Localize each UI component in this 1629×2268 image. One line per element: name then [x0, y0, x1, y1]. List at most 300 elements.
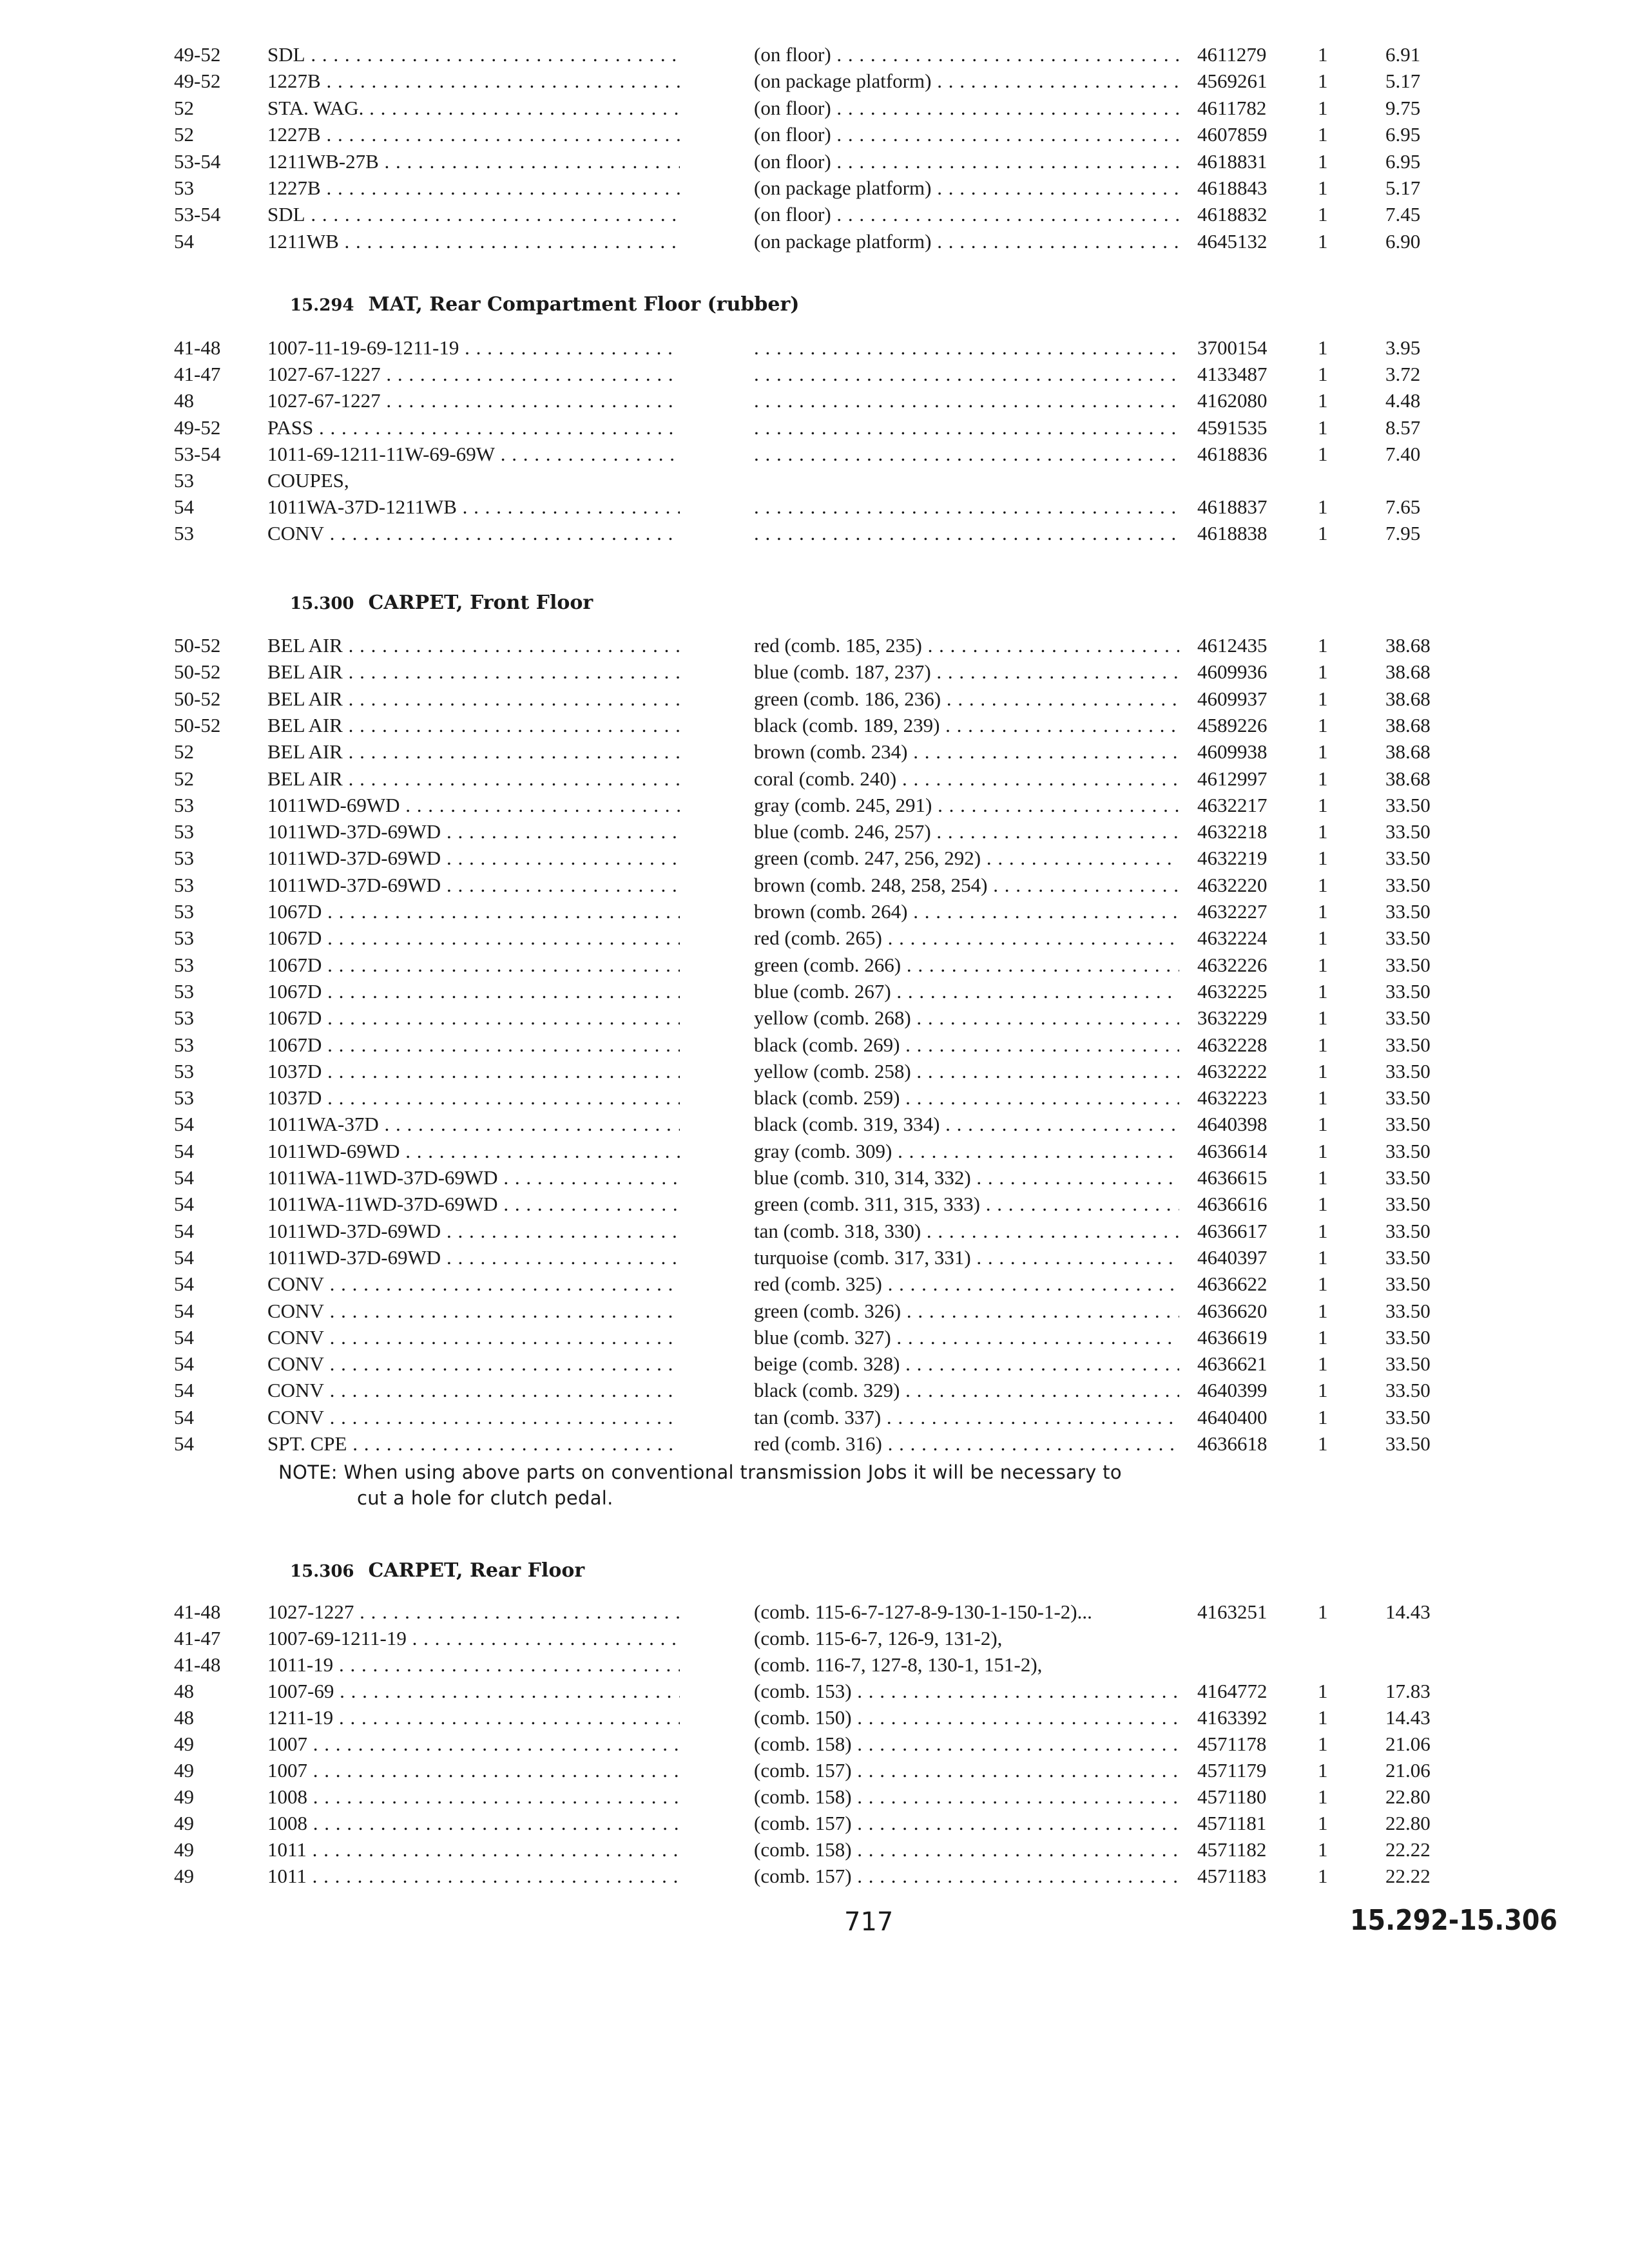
price-cell: 22.22: [1385, 1865, 1431, 1887]
part-number-cell: 4612997: [1197, 767, 1268, 790]
part-number-cell: 4636614: [1197, 1139, 1268, 1162]
part-number-cell: 4632225: [1197, 979, 1268, 1003]
section-heading: [290, 293, 799, 316]
quantity-cell: 1: [1318, 1139, 1328, 1162]
year-cell: 54: [174, 1166, 194, 1189]
part-number-cell: 4640400: [1197, 1405, 1268, 1428]
model-cell: 1007 . . .: [267, 1758, 680, 1783]
table-row: [0, 979, 1629, 1004]
year-cell: 50-52: [174, 713, 221, 736]
year-cell: 49: [174, 1759, 194, 1782]
price-cell: 17.83: [1385, 1680, 1431, 1702]
quantity-cell: 1: [1318, 1352, 1328, 1376]
quantity-cell: 1: [1318, 363, 1328, 386]
year-cell: 53: [174, 873, 194, 896]
year-cell: 52: [174, 123, 194, 146]
description-cell: black (comb. 319, 334) . . .: [754, 1111, 1179, 1137]
year-cell: 53-54: [174, 149, 221, 173]
part-number-cell: 4611279: [1197, 43, 1267, 66]
table-row: [0, 42, 1629, 68]
table-row: [0, 925, 1629, 951]
year-cell: 49-52: [174, 70, 221, 93]
part-number-cell: 4618838: [1197, 522, 1268, 545]
quantity-cell: 1: [1318, 1273, 1328, 1296]
description-cell: green (comb. 326) . . .: [754, 1298, 1179, 1324]
table-row: [0, 819, 1629, 845]
model-cell: 1067D . . .: [267, 1032, 680, 1058]
part-number-cell: 4640397: [1197, 1245, 1268, 1269]
quantity-cell: 1: [1318, 1325, 1328, 1349]
description-cell: (comb. 153) . . .: [754, 1678, 1179, 1704]
quantity-cell: 1: [1318, 927, 1328, 950]
description-cell: [754, 494, 1179, 520]
table-row: [0, 1111, 1629, 1137]
table-row: [0, 1811, 1629, 1836]
model-cell: BEL AIR . . .: [267, 766, 680, 792]
quantity-cell: 1: [1318, 1033, 1328, 1056]
model-cell: BEL AIR . . .: [267, 686, 680, 712]
part-number-cell: 4636621: [1197, 1352, 1268, 1376]
quantity-cell: 1: [1318, 1706, 1328, 1729]
quantity-cell: 1: [1318, 1006, 1328, 1030]
quantity-cell: 1: [1318, 1733, 1328, 1755]
model-cell: 1008 . . .: [267, 1784, 680, 1810]
section-heading: [290, 591, 593, 614]
part-number-cell: 4618836: [1197, 442, 1268, 465]
table-row: [0, 122, 1629, 148]
table-row: [0, 521, 1629, 546]
description-cell: green (comb. 311, 315, 333) . . .: [754, 1191, 1179, 1217]
model-cell: 1037D . . .: [267, 1085, 680, 1111]
part-number-cell: 4609936: [1197, 660, 1268, 684]
table-row: [0, 1139, 1629, 1164]
year-cell: 54: [174, 495, 194, 519]
model-cell: SDL . . .: [267, 202, 680, 227]
quantity-cell: 1: [1318, 1113, 1328, 1136]
model-cell: SPT. CPE . . .: [267, 1431, 680, 1457]
model-cell: 1011 . . .: [267, 1863, 680, 1889]
part-number-cell: 4636620: [1197, 1299, 1268, 1322]
part-number-cell: 4636617: [1197, 1219, 1268, 1242]
quantity-cell: 1: [1318, 123, 1328, 146]
price-cell: 5.17: [1385, 70, 1421, 93]
table-row: [0, 952, 1629, 978]
section-heading: [290, 1559, 584, 1582]
quantity-cell: 1: [1318, 495, 1328, 519]
note-line: cut a hole for clutch pedal.: [357, 1487, 613, 1509]
price-cell: 33.50: [1385, 1325, 1431, 1349]
model-cell: 1067D . . .: [267, 899, 680, 925]
part-number-cell: 4636618: [1197, 1432, 1268, 1455]
price-cell: 22.80: [1385, 1812, 1431, 1834]
quantity-cell: 1: [1318, 522, 1328, 545]
year-cell: 54: [174, 1405, 194, 1428]
description-cell: (on package platform) . . .: [754, 229, 1179, 255]
year-cell: 41-48: [174, 336, 221, 359]
part-number-cell: 4632224: [1197, 927, 1268, 950]
year-cell: 50-52: [174, 634, 221, 657]
quantity-cell: 1: [1318, 177, 1328, 199]
description-cell: black (comb. 269) . . .: [754, 1032, 1179, 1058]
table-row: [0, 1191, 1629, 1217]
quantity-cell: 1: [1318, 43, 1328, 66]
table-row: [0, 388, 1629, 414]
description-cell: black (comb. 329) . . .: [754, 1378, 1179, 1403]
table-row: [0, 68, 1629, 94]
part-number-cell: 4632222: [1197, 1059, 1268, 1082]
quantity-cell: 1: [1318, 229, 1328, 253]
price-cell: 33.50: [1385, 927, 1431, 950]
price-cell: 33.50: [1385, 1193, 1431, 1216]
description-cell: red (comb. 325) . . .: [754, 1271, 1179, 1297]
model-cell: 1007 . . .: [267, 1731, 680, 1757]
description-cell: gray (comb. 309) . . .: [754, 1139, 1179, 1164]
table-row: [0, 494, 1629, 520]
quantity-cell: 1: [1318, 1166, 1328, 1189]
quantity-cell: 1: [1318, 416, 1328, 439]
table-row: [0, 1758, 1629, 1783]
quantity-cell: 1: [1318, 1865, 1328, 1887]
part-number-cell: 4571178: [1197, 1733, 1267, 1755]
year-cell: 54: [174, 1432, 194, 1455]
part-number-cell: 4162080: [1197, 389, 1268, 412]
quantity-cell: 1: [1318, 1600, 1328, 1623]
price-cell: 6.91: [1385, 43, 1421, 66]
quantity-cell: 1: [1318, 847, 1328, 870]
model-cell: CONV . . .: [267, 521, 680, 546]
table-row: [0, 739, 1629, 765]
model-cell: 1227B . . .: [267, 175, 680, 201]
year-cell: 49: [174, 1865, 194, 1887]
model-cell: 1011WD-69WD . . .: [267, 793, 680, 818]
section-title: CARPET, Rear Floor: [368, 1559, 585, 1582]
description-cell: [754, 335, 1179, 361]
description-cell: [754, 388, 1179, 414]
year-cell: 53: [174, 469, 194, 492]
table-row: [0, 335, 1629, 361]
part-number-cell: 4163392: [1197, 1706, 1268, 1729]
quantity-cell: 1: [1318, 1059, 1328, 1082]
table-row: [0, 766, 1629, 792]
year-cell: 49: [174, 1812, 194, 1834]
model-cell: CONV . . .: [267, 1325, 680, 1350]
model-cell: CONV . . .: [267, 1271, 680, 1297]
table-row: [0, 1298, 1629, 1324]
price-cell: 33.50: [1385, 1059, 1431, 1082]
model-cell: 1067D . . .: [267, 952, 680, 978]
year-cell: 54: [174, 1325, 194, 1349]
table-row: [0, 1731, 1629, 1757]
price-cell: 33.50: [1385, 873, 1431, 896]
table-row: [0, 361, 1629, 387]
part-number-cell: 4607859: [1197, 123, 1268, 146]
part-number-cell: 4645132: [1197, 229, 1268, 253]
table-row: [0, 686, 1629, 712]
quantity-cell: 1: [1318, 1812, 1328, 1834]
table-row: [0, 1351, 1629, 1377]
description-cell: yellow (comb. 258) . . .: [754, 1059, 1179, 1084]
table-row: [0, 149, 1629, 175]
model-cell: 1211WB-27B . . .: [267, 149, 680, 175]
description-cell: (comb. 150) . . .: [754, 1705, 1179, 1731]
model-cell: 1007-69-1211-19 . . .: [267, 1626, 680, 1651]
part-number-cell: 4632223: [1197, 1086, 1268, 1110]
part-number-cell: 4618843: [1197, 177, 1268, 199]
table-row: [0, 1626, 1629, 1651]
price-cell: 33.50: [1385, 1273, 1431, 1296]
model-cell: 1227B . . .: [267, 68, 680, 94]
year-cell: 49-52: [174, 43, 221, 66]
section-number: 15.294: [290, 296, 354, 315]
model-cell: 1007-11-19-69-1211-19 . . .: [267, 335, 680, 361]
note: [278, 1459, 1193, 1511]
year-cell: 53: [174, 820, 194, 843]
year-cell: 41-48: [174, 1653, 221, 1676]
year-cell: 54: [174, 1379, 194, 1402]
page-number: 717: [844, 1907, 894, 1937]
description-cell: (comb. 157) . . .: [754, 1863, 1179, 1889]
description-cell: (comb. 115-6-7-127-8-9-130-1-150-1-2)...: [754, 1600, 1092, 1623]
year-cell: 53: [174, 979, 194, 1003]
price-cell: 5.17: [1385, 177, 1421, 199]
part-number-cell: 4632228: [1197, 1033, 1268, 1056]
price-cell: 8.57: [1385, 416, 1421, 439]
table-row: [0, 1837, 1629, 1863]
description-cell: black (comb. 259) . . .: [754, 1085, 1179, 1111]
year-cell: 50-52: [174, 660, 221, 684]
part-number-cell: 4618832: [1197, 203, 1268, 226]
description-cell: [754, 415, 1179, 441]
quantity-cell: 1: [1318, 1405, 1328, 1428]
year-cell: 53: [174, 793, 194, 816]
quantity-cell: 1: [1318, 203, 1328, 226]
model-cell: 1011WD-37D-69WD . . .: [267, 845, 680, 871]
table-row: [0, 1784, 1629, 1810]
description-cell: (comb. 157) . . .: [754, 1758, 1179, 1783]
price-cell: 33.50: [1385, 1299, 1431, 1322]
table-row: [0, 1032, 1629, 1058]
price-cell: 7.40: [1385, 442, 1421, 465]
model-cell: 1037D . . .: [267, 1059, 680, 1084]
description-cell: brown (comb. 248, 258, 254) . . .: [754, 872, 1179, 898]
table-row: [0, 229, 1629, 255]
table-row: [0, 202, 1629, 227]
description-cell: (on package platform) . . .: [754, 68, 1179, 94]
price-cell: 33.50: [1385, 847, 1431, 870]
price-cell: 33.50: [1385, 1432, 1431, 1455]
model-cell: BEL AIR . . .: [267, 633, 680, 658]
year-cell: 54: [174, 1113, 194, 1136]
section-title: CARPET, Front Floor: [368, 591, 593, 614]
part-number-cell: 4632217: [1197, 793, 1268, 816]
note-line: NOTE: When using above parts on conventional transmission Jobs it will be necessary to: [278, 1461, 1122, 1483]
year-cell: 49: [174, 1838, 194, 1861]
year-cell: 53: [174, 1006, 194, 1030]
page-range: 15.292-15.306: [1350, 1904, 1557, 1937]
description-cell: blue (comb. 246, 257) . . .: [754, 819, 1179, 845]
quantity-cell: 1: [1318, 1193, 1328, 1216]
description-cell: (on floor) . . .: [754, 202, 1179, 227]
part-number-cell: 3700154: [1197, 336, 1268, 359]
description-cell: (comb. 158) . . .: [754, 1731, 1179, 1757]
quantity-cell: 1: [1318, 149, 1328, 173]
model-cell: 1011-19 . . .: [267, 1652, 680, 1678]
part-number-cell: 4589226: [1197, 713, 1268, 736]
year-cell: 53: [174, 522, 194, 545]
table-row: [0, 1405, 1629, 1430]
table-row: [0, 175, 1629, 201]
table-row: [0, 1705, 1629, 1731]
model-cell: BEL AIR . . .: [267, 659, 680, 685]
table-row: [0, 1599, 1629, 1625]
model-cell: BEL AIR . . .: [267, 739, 680, 765]
table-row: [0, 1678, 1629, 1704]
description-cell: (comb. 116-7, 127-8, 130-1, 151-2),: [754, 1653, 1043, 1676]
model-cell: PASS . . .: [267, 415, 680, 441]
table-row: [0, 1378, 1629, 1403]
model-cell: CONV . . .: [267, 1298, 680, 1324]
quantity-cell: 1: [1318, 713, 1328, 736]
year-cell: 53: [174, 1059, 194, 1082]
table-row: [0, 659, 1629, 685]
price-cell: 14.43: [1385, 1600, 1431, 1623]
year-cell: 52: [174, 96, 194, 119]
year-cell: 41-47: [174, 1627, 221, 1649]
price-cell: 33.50: [1385, 820, 1431, 843]
year-cell: 53: [174, 900, 194, 923]
price-cell: 33.50: [1385, 1033, 1431, 1056]
year-cell: 53-54: [174, 442, 221, 465]
model-cell: 1007-69 . . .: [267, 1678, 680, 1704]
description-cell: (comb. 157) . . .: [754, 1811, 1179, 1836]
model-cell: 1027-67-1227 . . .: [267, 361, 680, 387]
quantity-cell: 1: [1318, 389, 1328, 412]
model-cell: SDL . . .: [267, 42, 680, 68]
price-cell: 21.06: [1385, 1759, 1431, 1782]
quantity-cell: 1: [1318, 687, 1328, 710]
model-cell: CONV . . .: [267, 1405, 680, 1430]
year-cell: 49-52: [174, 416, 221, 439]
description-cell: (on floor) . . .: [754, 149, 1179, 175]
price-cell: 33.50: [1385, 1352, 1431, 1376]
quantity-cell: 1: [1318, 1785, 1328, 1808]
description-cell: green (comb. 247, 256, 292) . . .: [754, 845, 1179, 871]
description-cell: (on package platform) . . .: [754, 175, 1179, 201]
part-number-cell: 4611782: [1197, 96, 1267, 119]
year-cell: 48: [174, 1680, 194, 1702]
price-cell: 6.95: [1385, 123, 1421, 146]
year-cell: 53: [174, 1033, 194, 1056]
quantity-cell: 1: [1318, 1086, 1328, 1110]
price-cell: 33.50: [1385, 1166, 1431, 1189]
model-cell: 1011WA-37D . . .: [267, 1111, 680, 1137]
price-cell: 22.22: [1385, 1838, 1431, 1861]
price-cell: 38.68: [1385, 740, 1431, 764]
year-cell: 53: [174, 953, 194, 976]
price-cell: 21.06: [1385, 1733, 1431, 1755]
part-number-cell: 4640398: [1197, 1113, 1268, 1136]
year-cell: 41-47: [174, 363, 221, 386]
price-cell: 33.50: [1385, 1113, 1431, 1136]
price-cell: 33.50: [1385, 793, 1431, 816]
year-cell: 41-48: [174, 1600, 221, 1623]
description-cell: blue (comb. 187, 237) . . .: [754, 659, 1179, 685]
table-row: [0, 633, 1629, 658]
description-cell: (comb. 158) . . .: [754, 1784, 1179, 1810]
price-cell: 33.50: [1385, 1006, 1431, 1030]
table-row: [0, 872, 1629, 898]
part-number-cell: 4164772: [1197, 1680, 1268, 1702]
description-cell: brown (comb. 264) . . .: [754, 899, 1179, 925]
model-cell: 1067D . . .: [267, 979, 680, 1004]
quantity-cell: 1: [1318, 336, 1328, 359]
model-cell: 1211-19 . . .: [267, 1705, 680, 1731]
quantity-cell: 1: [1318, 767, 1328, 790]
part-number-cell: 4636622: [1197, 1273, 1268, 1296]
quantity-cell: 1: [1318, 1379, 1328, 1402]
table-row: [0, 845, 1629, 871]
description-cell: red (comb. 316) . . .: [754, 1431, 1179, 1457]
table-row: [0, 1085, 1629, 1111]
price-cell: 6.90: [1385, 229, 1421, 253]
model-cell: 1011WA-11WD-37D-69WD . . .: [267, 1191, 680, 1217]
price-cell: 33.50: [1385, 1245, 1431, 1269]
description-cell: (on floor) . . .: [754, 42, 1179, 68]
price-cell: 33.50: [1385, 953, 1431, 976]
year-cell: 49: [174, 1785, 194, 1808]
part-number-cell: 4636616: [1197, 1193, 1268, 1216]
quantity-cell: 1: [1318, 900, 1328, 923]
model-cell: STA. WAG. . . .: [267, 95, 680, 121]
price-cell: 38.68: [1385, 767, 1431, 790]
price-cell: 33.50: [1385, 1086, 1431, 1110]
model-cell: 1227B . . .: [267, 122, 680, 148]
year-cell: 53: [174, 177, 194, 199]
description-cell: [754, 441, 1179, 467]
description-cell: yellow (comb. 268) . . .: [754, 1005, 1179, 1031]
year-cell: 53-54: [174, 203, 221, 226]
year-cell: 52: [174, 740, 194, 764]
quantity-cell: 1: [1318, 953, 1328, 976]
quantity-cell: 1: [1318, 1838, 1328, 1861]
part-number-cell: 4612435: [1197, 634, 1268, 657]
description-cell: tan (comb. 337) . . .: [754, 1405, 1179, 1430]
year-cell: 54: [174, 1193, 194, 1216]
quantity-cell: 1: [1318, 96, 1328, 119]
quantity-cell: 1: [1318, 1680, 1328, 1702]
quantity-cell: 1: [1318, 70, 1328, 93]
price-cell: 22.80: [1385, 1785, 1431, 1808]
part-number-cell: 4640399: [1197, 1379, 1268, 1402]
model-cell: 1011WD-69WD . . .: [267, 1139, 680, 1164]
table-row: [0, 1652, 1629, 1678]
price-cell: 3.72: [1385, 363, 1421, 386]
price-cell: 33.50: [1385, 900, 1431, 923]
quantity-cell: 1: [1318, 634, 1328, 657]
description-cell: green (comb. 266) . . .: [754, 952, 1179, 978]
price-cell: 14.43: [1385, 1706, 1431, 1729]
section-title: MAT, Rear Compartment Floor (rubber): [368, 293, 800, 316]
year-cell: 54: [174, 229, 194, 253]
price-cell: 33.50: [1385, 979, 1431, 1003]
part-number-cell: 4609938: [1197, 740, 1268, 764]
table-row: [0, 1431, 1629, 1457]
model-cell: 1011-69-1211-11W-69-69W . . .: [267, 441, 680, 467]
model-cell: 1011WA-11WD-37D-69WD . . .: [267, 1165, 680, 1191]
model-cell: 1067D . . .: [267, 1005, 680, 1031]
price-cell: 38.68: [1385, 713, 1431, 736]
year-cell: 54: [174, 1245, 194, 1269]
